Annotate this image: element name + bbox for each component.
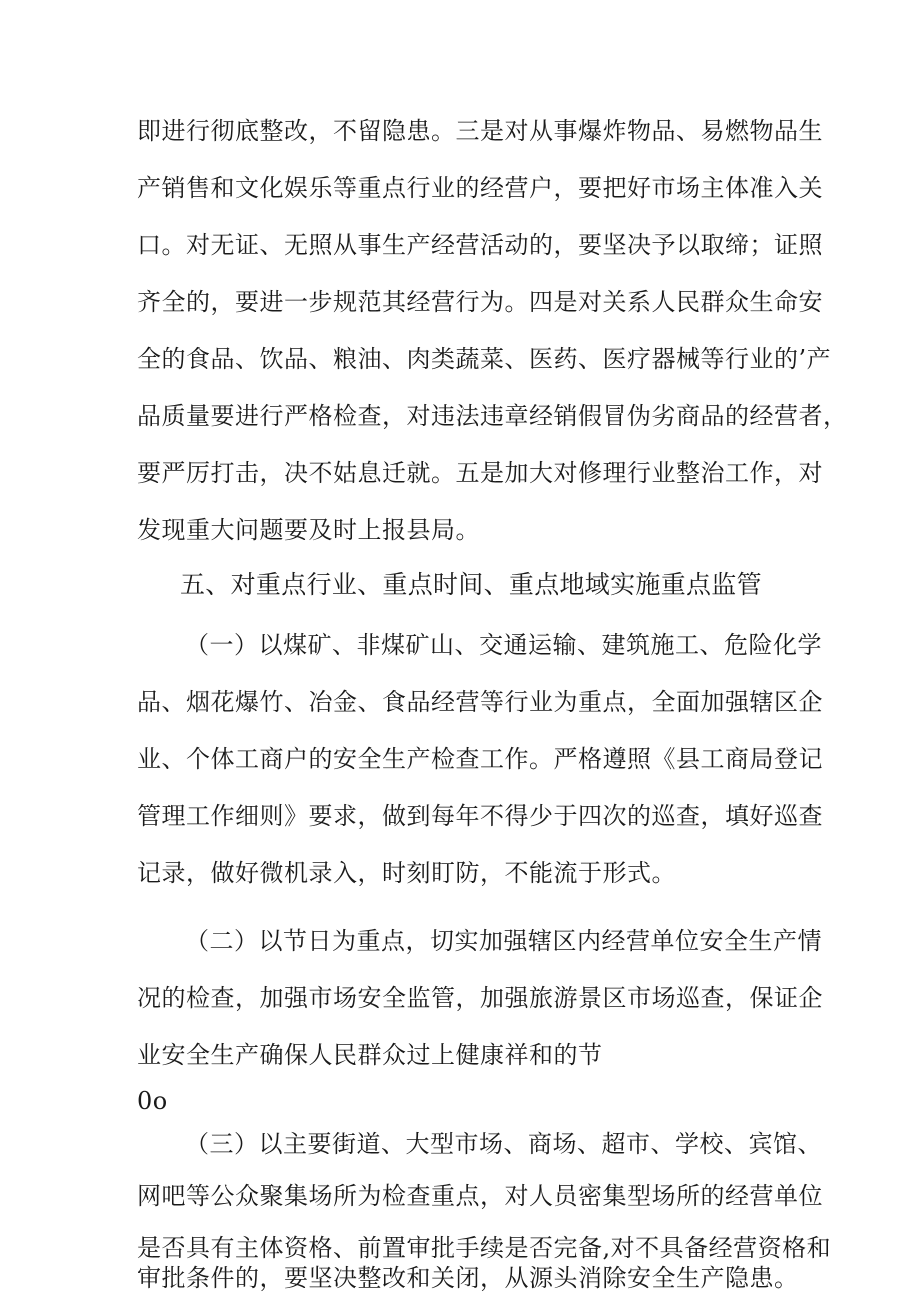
paragraph-line: 产销售和文化娱乐等重点行业的经营户，要把好市场主体准入关 xyxy=(137,174,823,202)
paragraph-line: 品、烟花爆竹、冶金、食品经营等行业为重点，全面加强辖区企 xyxy=(137,688,823,716)
paragraph-line: 0o xyxy=(137,1087,168,1115)
paragraph-line: 记录，做好微机录入，时刻盯防，不能流于形式。 xyxy=(137,859,676,887)
paragraph-line: （二）以节日为重点，切实加强辖区内经营单位安全生产情 xyxy=(185,927,822,955)
paragraph-line: 况的检查，加强市场安全监管，加强旅游景区市场巡查，保证企 xyxy=(137,984,823,1012)
paragraph-line: 管理工作细则》要求，做到每年不得少于四次的巡查，填好巡查 xyxy=(137,802,823,830)
paragraph-line: 网吧等公众聚集场所为检查重点，对人员密集型场所的经营单位 xyxy=(137,1182,823,1210)
paragraph-line: 发现重大问题要及时上报县局。 xyxy=(137,516,480,544)
paragraph-line: 业安全生产确保人民群众过上健康祥和的节 xyxy=(137,1041,603,1069)
paragraph-line: （三）以主要街道、大型市场、商场、超市、学校、宾馆、 xyxy=(185,1130,822,1158)
paragraph-line: 审批条件的，要坚决整改和关闭，从源头消除安全生产隐患。 xyxy=(137,1264,799,1292)
paragraph-line: 品质量要进行严格检查，对违法违章经销假冒伪劣商品的经营者， xyxy=(137,402,848,430)
paragraph-line: 全的食品、饮品、粮油、肉类蔬菜、医药、医疗器械等行业的’产 xyxy=(137,345,832,373)
paragraph-line: （一）以煤矿、非煤矿山、交通运输、建筑施工、危险化学 xyxy=(185,631,822,659)
paragraph-line: 齐全的，要进一步规范其经营行为。四是对关系人民群众生命安 xyxy=(137,288,823,316)
paragraph-line: 业、个体工商户的安全生产检查工作。严格遵照《县工商局登记 xyxy=(137,745,823,773)
paragraph-line: 要严厉打击，决不姑息迁就。五是加大对修理行业整治工作，对 xyxy=(137,459,823,487)
section-heading: 五、对重点行业、重点时间、重点地域实施重点监管 xyxy=(180,570,762,599)
paragraph-line: 即进行彻底整改，不留隐患。三是对从事爆炸物品、易燃物品生 xyxy=(137,117,823,145)
paragraph-line: 口。对无证、无照从事生产经营活动的，要坚决予以取缔；证照 xyxy=(137,231,823,259)
paragraph-line: 是否具有主体资格、前置审批手续是否完备,对不具备经营资格和 xyxy=(137,1234,832,1262)
